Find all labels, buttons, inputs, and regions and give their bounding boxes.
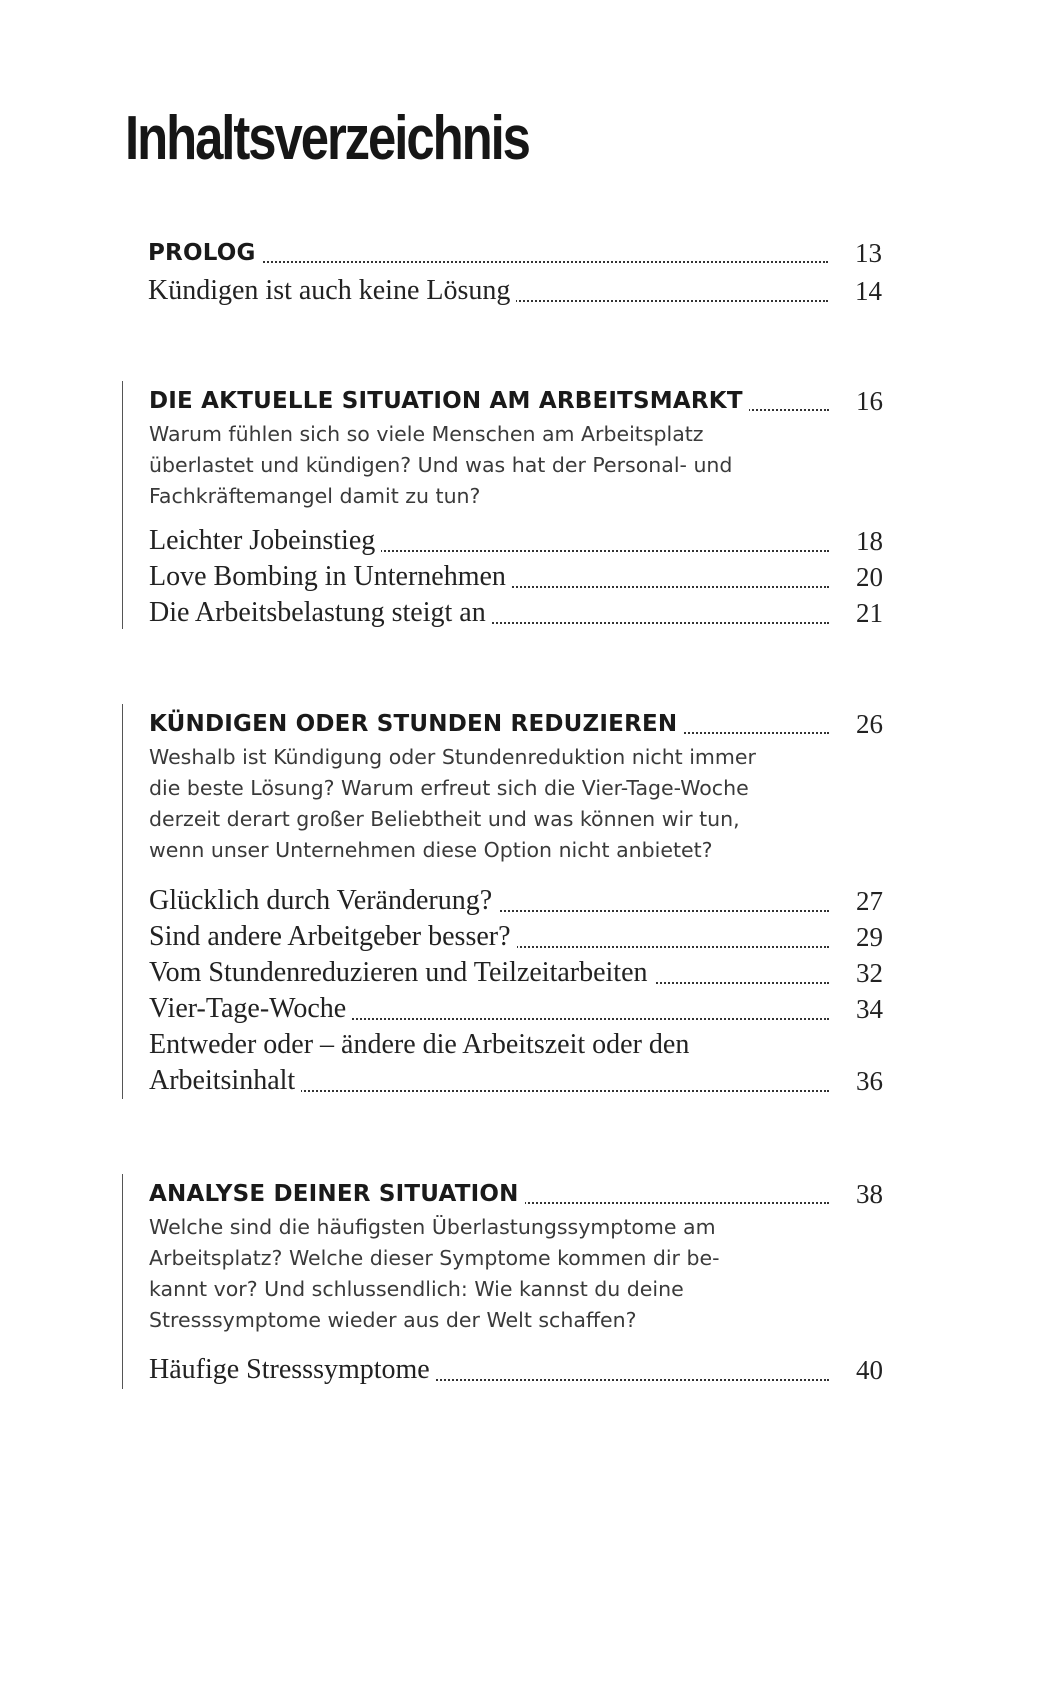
toc-entry-label-line1[interactable]: Entweder oder – ändere die Arbeitszeit oder den	[149, 1029, 690, 1060]
toc-entry-label: Sind andere Arbeitgeber besser?	[149, 921, 517, 952]
toc-entry-kuendigen-keine-loesung[interactable]	[148, 271, 882, 311]
section-description	[149, 1212, 829, 1336]
description-line: Weshalb ist Kündigung oder Stundenreduktion nicht immer	[149, 745, 756, 769]
description-line: kannt vor? Und schlussendlich: Wie kannst du deine	[149, 1277, 684, 1301]
toc-entry-vier-tage-woche[interactable]	[149, 989, 883, 1029]
toc-page-number: 27	[856, 886, 883, 916]
toc-entry-label: Die Arbeitsbelastung steigt an	[149, 597, 492, 628]
toc-entry-label: Kündigen ist auch keine Lösung	[148, 275, 516, 306]
description-line: wenn unser Unternehmen diese Option nicht anbietet?	[149, 838, 713, 862]
description-line: Arbeitsplatz? Welche dieser Symptome kommen dir be-	[149, 1246, 720, 1270]
toc-entry-label: Arbeitsinhalt	[149, 1065, 301, 1096]
toc-entry-label: PROLOG	[148, 240, 262, 266]
toc-entry-leichter-jobeinstieg[interactable]	[149, 521, 883, 561]
toc-page-number: 20	[856, 562, 883, 592]
description-line: Warum fühlen sich so viele Menschen am Arbeitsplatz	[149, 422, 704, 446]
page-title: Inhaltsverzeichnis	[125, 104, 529, 173]
toc-heading-label: ANALYSE DEINER SITUATION	[149, 1181, 525, 1207]
toc-entry-arbeitsbelastung[interactable]	[149, 593, 883, 633]
toc-page-number: 29	[856, 922, 883, 952]
toc-page-number: 38	[856, 1179, 883, 1209]
toc-entry-label: Vom Stundenreduzieren und Teilzeitarbeiten	[149, 957, 654, 988]
toc-page-number: 21	[856, 598, 883, 628]
toc-entry-label: Vier-Tage-Woche	[149, 993, 352, 1024]
toc-heading-analyse[interactable]	[149, 1174, 883, 1214]
toc-entry-andere-arbeitgeber[interactable]	[149, 917, 883, 957]
toc-entry-label: Love Bombing in Unternehmen	[149, 561, 512, 592]
toc-page-number: 32	[856, 958, 883, 988]
toc-page-number: 40	[856, 1355, 883, 1385]
toc-heading-label: KÜNDIGEN ODER STUNDEN REDUZIEREN	[149, 711, 683, 737]
toc-page-number: 16	[856, 386, 883, 416]
description-line: die beste Lösung? Warum erfreut sich die Vier-Tage-Woche	[149, 776, 749, 800]
toc-entry-stresssymptome[interactable]	[149, 1350, 883, 1390]
toc-entry-label: Leichter Jobeinstieg	[149, 525, 381, 556]
toc-heading-aktuelle-situation[interactable]	[149, 381, 883, 421]
description-line: derzeit derart großer Beliebtheit und was können wir tun,	[149, 807, 740, 831]
section-description	[149, 742, 829, 866]
description-line: überlastet und kündigen? Und was hat der Personal- und	[149, 453, 733, 477]
toc-entry-love-bombing[interactable]	[149, 557, 883, 597]
toc-entry-label: Häufige Stresssymptome	[149, 1354, 436, 1385]
description-line: Fachkräftemangel damit zu tun?	[149, 484, 481, 508]
toc-page-number: 36	[856, 1066, 883, 1096]
description-line: Welche sind die häufigsten Überlastungssymptome am	[149, 1215, 716, 1239]
toc-page-number: 14	[855, 276, 882, 306]
toc-page-number: 34	[856, 994, 883, 1024]
toc-entry-label: Glücklich durch Veränderung?	[149, 885, 498, 916]
toc-section-aktuelle-situation	[122, 381, 883, 629]
toc-entry-gluecklich[interactable]	[149, 881, 883, 921]
toc-heading-label: DIE AKTUELLE SITUATION AM ARBEITSMARKT	[149, 388, 749, 414]
toc-page-number: 26	[856, 709, 883, 739]
toc-section-analyse	[122, 1174, 883, 1389]
toc-section-prolog	[122, 233, 882, 323]
toc-section-kuendigen-stunden	[122, 704, 883, 1099]
section-description	[149, 419, 829, 512]
toc-entry-entweder-oder[interactable]	[149, 1061, 883, 1101]
toc-entry-prolog[interactable]	[148, 233, 882, 273]
description-line: Stresssymptome wieder aus der Welt schaffen?	[149, 1308, 637, 1332]
toc-page-number: 13	[855, 238, 882, 268]
toc-page-number: 18	[856, 526, 883, 556]
toc-heading-kuendigen-stunden[interactable]	[149, 704, 883, 744]
toc-entry-stundenreduzieren[interactable]	[149, 953, 883, 993]
